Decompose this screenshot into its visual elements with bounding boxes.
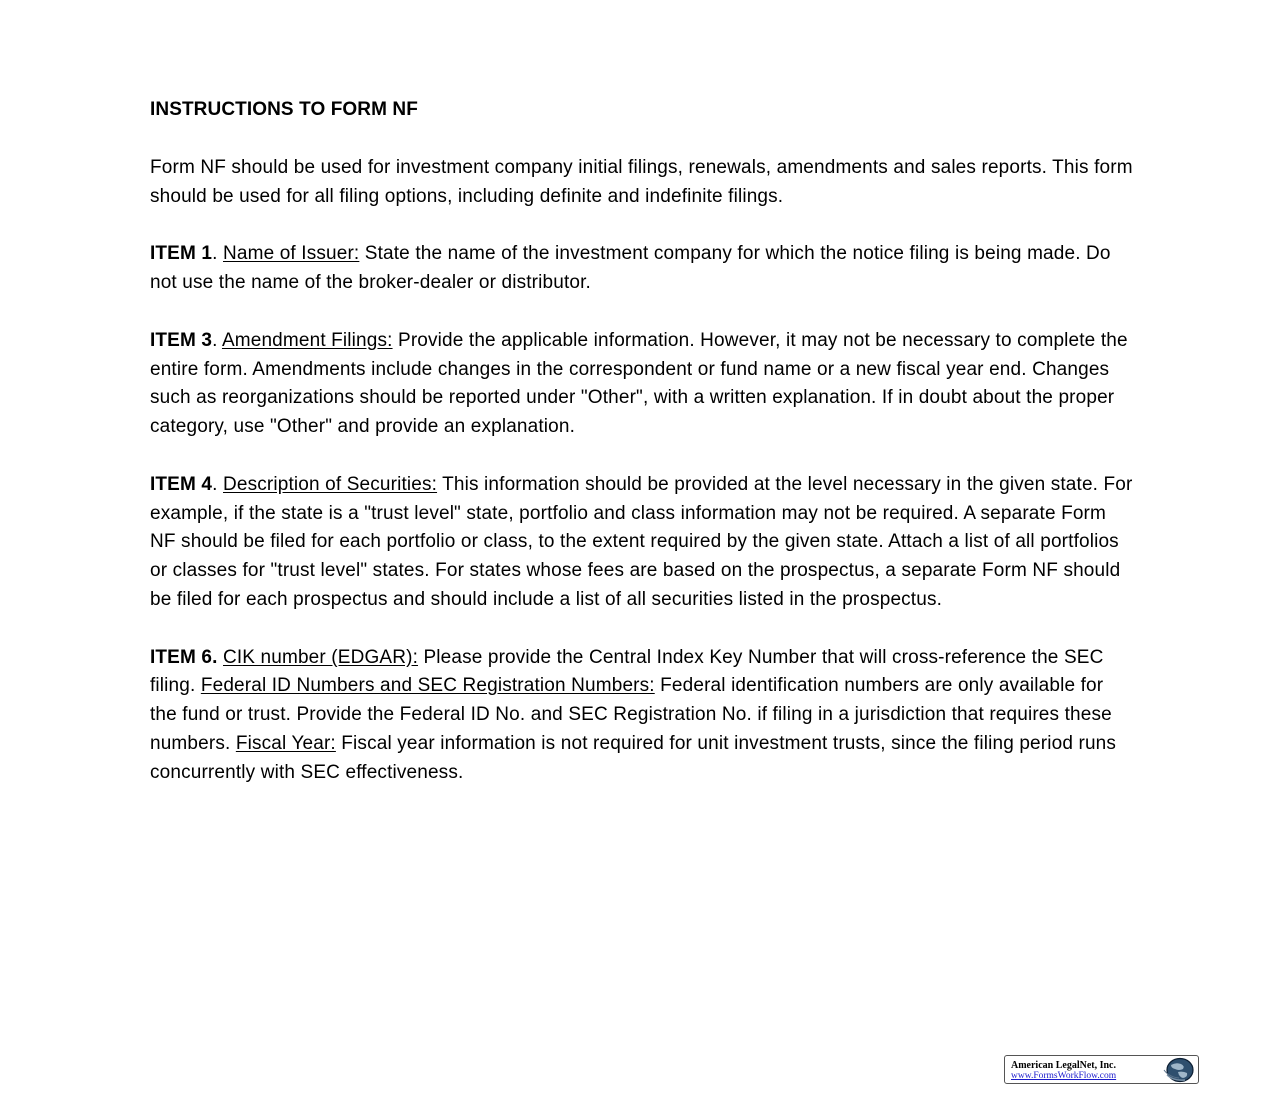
item-3-paragraph	[150, 327, 1135, 442]
document-page	[150, 96, 1135, 816]
item-6-heading-fiscal-year: Fiscal Year:	[235, 732, 336, 754]
item-1-text: State the name of the investment company for which the notice filing is being made. Do not use the name of the broker-dealer or distributor.	[150, 243, 1111, 294]
globe-icon	[1161, 1057, 1195, 1083]
footer-logo[interactable]	[1004, 1055, 1199, 1084]
item-1-heading: Name of Issuer:	[223, 243, 360, 265]
item-4-separator: .	[212, 473, 223, 495]
item-6-text-federal-id: Federal identification numbers are only available for the fund or trust. Provide the Federal ID No. and SEC Registration No. if filing in a jurisdiction that requires these numbers.	[150, 675, 1112, 754]
item-6-text-cik: Please provide the Central Index Key Number that will cross-reference the SEC filing.	[150, 646, 1104, 697]
footer-company-name: American LegalNet, Inc.	[1011, 1060, 1116, 1071]
footer-url-link[interactable]: www.FormsWorkFlow.com	[1011, 1071, 1117, 1081]
item-6-text-fiscal-year: Fiscal year information is not required for unit investment trusts, since the filing period runs concurrently with SEC effectiveness.	[150, 732, 1117, 783]
item-4-text: This information should be provided at the level necessary in the given state. For example, if the state is a "trust level" state, portfolio and class information may not be required. A separate Form NF should be filed for each portfolio or class, to the extent required by the given state. Attach a list of all portfolios or classes for "trust level" states. For states whose fees are based on the prospectus, a separate Form NF should be filed for each prospectus and should include a list of all securities listed in the prospectus.	[150, 473, 1133, 610]
item-1-paragraph	[150, 240, 1135, 298]
item-4-paragraph	[150, 471, 1135, 615]
item-6-heading-federal-id: Federal ID Numbers and SEC Registration Numbers:	[200, 675, 655, 697]
item-1-label: ITEM 1	[150, 243, 213, 265]
item-6-label: ITEM 6.	[150, 646, 218, 668]
page-title: INSTRUCTIONS TO FORM NF	[150, 99, 418, 120]
item-4-heading: Description of Securities:	[223, 473, 438, 495]
item-3-separator: .	[212, 329, 222, 351]
item-3-heading: Amendment Filings:	[221, 329, 393, 351]
intro-paragraph: Form NF should be used for investment company initial filings, renewals, amendments and sales reports. This form should be used for all filing options, including definite and indefinite filings.	[150, 157, 1133, 207]
item-6-paragraph	[150, 644, 1135, 788]
item-6-heading-cik: CIK number (EDGAR):	[223, 646, 419, 668]
item-3-label: ITEM 3	[150, 329, 213, 351]
item-3-text: Provide the applicable information. However, it may not be necessary to complete the entire form. Amendments include changes in the correspondent or fund name or a new fiscal year end. Changes such as reorganizations should be reported under "Other", with a written explanation. If in doubt about the proper category, use "Other" and provide an explanation.	[150, 329, 1128, 438]
item-4-label: ITEM 4	[150, 473, 213, 495]
item-1-separator: .	[212, 243, 223, 265]
